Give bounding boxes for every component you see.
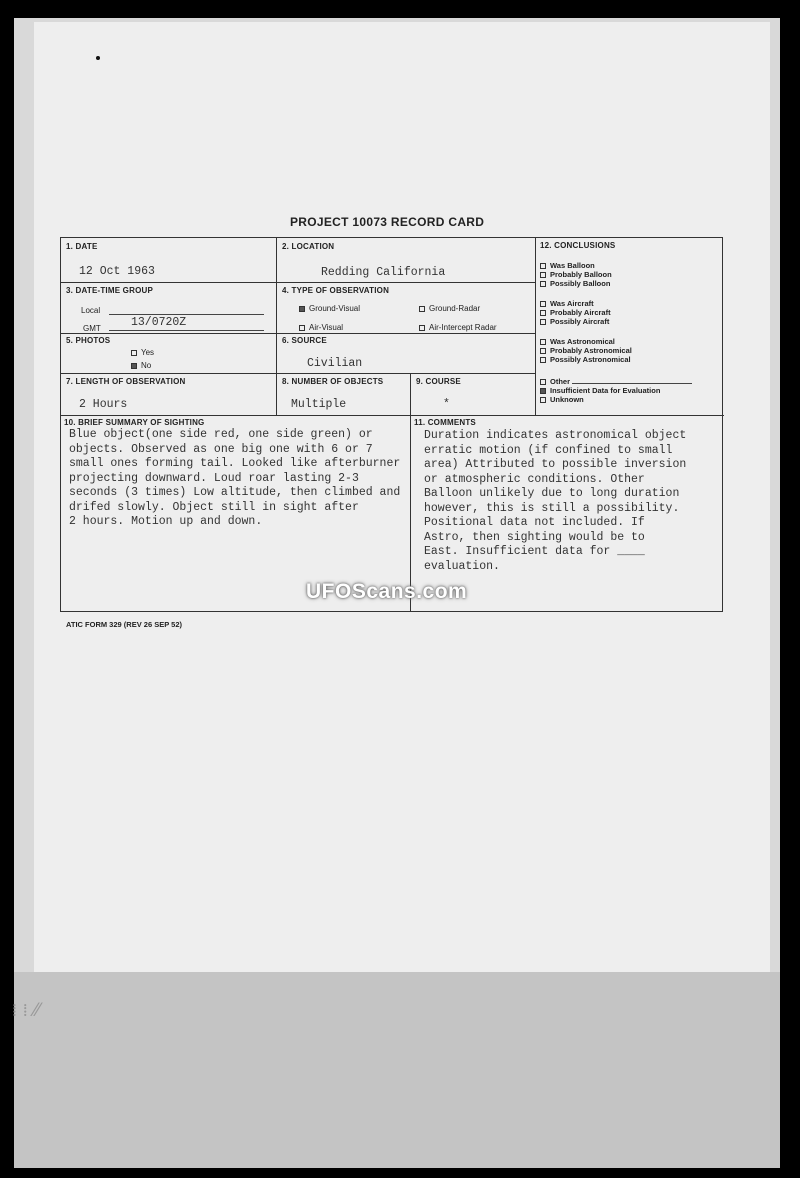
checkbox-icon <box>540 319 546 325</box>
form-footer: ATIC FORM 329 (REV 26 SEP 52) <box>66 620 183 629</box>
number-value: Multiple <box>291 398 347 411</box>
checkbox-icon <box>540 397 546 403</box>
local-label: Local <box>81 306 101 315</box>
type-air-visual: Air-Visual <box>299 323 343 332</box>
checkbox-icon <box>540 281 546 287</box>
type-label: 4. TYPE OF OBSERVATION <box>282 286 390 295</box>
watermark: UFOScans.com <box>306 580 468 603</box>
type-air-intercept-radar: Air-Intercept Radar <box>419 323 497 332</box>
photos-no: No <box>131 361 151 370</box>
bottom-strip <box>14 972 780 1168</box>
date-label: 1. DATE <box>66 242 98 251</box>
date-value: 12 Oct 1963 <box>79 265 155 278</box>
record-form <box>60 237 723 612</box>
checked-box-icon <box>131 363 137 369</box>
checked-box-icon <box>299 306 305 312</box>
checkbox-icon <box>131 350 137 356</box>
type-ground-visual: Ground-Visual <box>299 304 360 313</box>
length-value: 2 Hours <box>79 398 128 411</box>
checkbox-icon <box>540 272 546 278</box>
checkbox-icon <box>540 310 546 316</box>
checked-box-icon <box>540 388 546 394</box>
conclusion-group-other: Other Insufficient Data for Evaluation Unknown <box>540 377 692 404</box>
edge-mark: ⁞ ⁞ ⁄⁄ <box>12 1000 40 1021</box>
checkbox-icon <box>540 301 546 307</box>
source-label: 6. SOURCE <box>282 336 327 345</box>
checkbox-icon <box>419 325 425 331</box>
gmt-value: 13/0720Z <box>131 316 187 329</box>
photos-yes: Yes <box>131 348 154 357</box>
checkbox-icon <box>299 325 305 331</box>
conclusion-group-balloon: Was Balloon Probably Balloon Possibly Balloon <box>540 261 612 288</box>
conclusion-group-astronomical: Was Astronomical Probably Astronomical Possibly Astronomical <box>540 337 632 364</box>
number-label: 8. NUMBER OF OBJECTS <box>282 377 384 386</box>
checkbox-icon <box>540 348 546 354</box>
length-label: 7. LENGTH OF OBSERVATION <box>66 377 186 386</box>
summary-label: 10. BRIEF SUMMARY OF SIGHTING <box>64 418 205 427</box>
checkbox-icon <box>540 357 546 363</box>
checkbox-icon <box>540 379 546 385</box>
type-ground-radar: Ground-Radar <box>419 304 480 313</box>
checkbox-icon <box>540 263 546 269</box>
dtg-label: 3. DATE-TIME GROUP <box>66 286 154 295</box>
comments-text: Duration indicates astronomical object erratic motion (if confined to small area) Attributed to possible inversion or atmospheric conditions. Other Balloon unlikely due to long duration however, this is still a possibility. Positional data not included. If Astro, then sighting would be to East. Insufficient data for ____ evaluation. <box>424 429 687 573</box>
card-title: PROJECT 10073 RECORD CARD <box>290 215 485 229</box>
gmt-label: GMT <box>83 324 101 333</box>
conclusions-label: 12. CONCLUSIONS <box>540 241 616 250</box>
course-label: 9. COURSE <box>416 377 461 386</box>
course-value: * <box>443 398 450 411</box>
dust-speck <box>96 56 100 60</box>
source-value: Civilian <box>307 357 363 370</box>
conclusion-group-aircraft: Was Aircraft Probably Aircraft Possibly Aircraft <box>540 299 611 326</box>
location-value: Redding California <box>321 266 446 279</box>
summary-text: Blue object(one side red, one side green) or objects. Observed as one big one with 6 or 7 small ones forming tail. Looked like afterburner projecting downward. Loud roar lasting 2-3 seconds (3 times) Low altitude, then climbed and drifed slowly. Object still in sight after 2 hours. Motion up and down. <box>69 428 401 528</box>
location-label: 2. LOCATION <box>282 242 335 251</box>
photos-label: 5. PHOTOS <box>66 336 111 345</box>
checkbox-icon <box>419 306 425 312</box>
comments-label: 11. COMMENTS <box>414 418 476 427</box>
checkbox-icon <box>540 339 546 345</box>
